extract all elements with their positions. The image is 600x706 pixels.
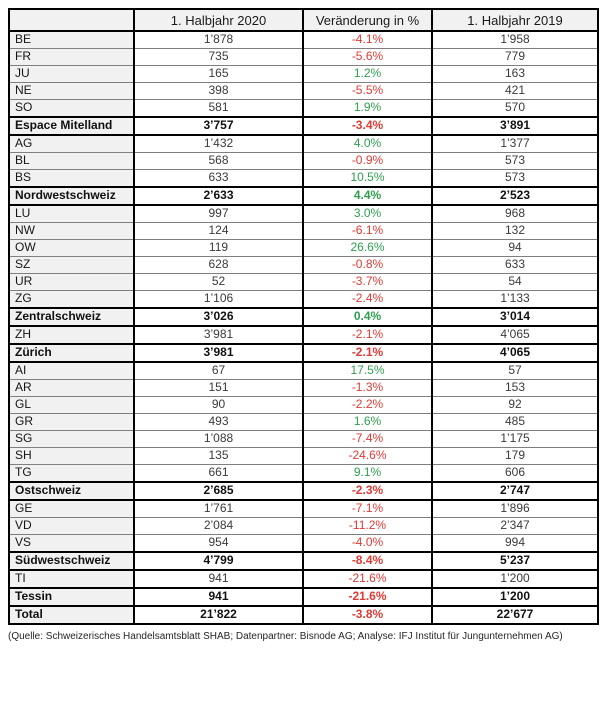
value-2020: 90 (134, 397, 303, 414)
row-label: SG (9, 431, 134, 448)
value-2020: 52 (134, 274, 303, 291)
row-label: Total (9, 606, 134, 624)
summary-row (9, 308, 598, 326)
change-percent: 4.0% (303, 135, 432, 153)
row-label: VD (9, 518, 134, 535)
source-note: (Quelle: Schweizerisches Handelsamtsblatt SHAB; Datenpartner: Bisnode AG; Analyse: IFJ Institut für Jungunternehmen AG) (8, 631, 563, 642)
row-label: GL (9, 397, 134, 414)
row-label: Südwestschweiz (9, 552, 134, 570)
halbjahr-comparison-table (8, 8, 599, 625)
value-2019: 573 (432, 153, 598, 170)
value-2020: 1’432 (134, 135, 303, 153)
change-percent: -0.8% (303, 257, 432, 274)
row-label: SZ (9, 257, 134, 274)
value-2019: 5’237 (432, 552, 598, 570)
row-label: AG (9, 135, 134, 153)
table-row (9, 257, 598, 274)
change-percent: -5.5% (303, 83, 432, 100)
row-label: Nordwestschweiz (9, 187, 134, 205)
value-2020: 1’106 (134, 291, 303, 309)
row-label: SO (9, 100, 134, 118)
value-2019: 179 (432, 448, 598, 465)
summary-row (9, 482, 598, 500)
row-label: JU (9, 66, 134, 83)
value-2020: 997 (134, 205, 303, 223)
row-label: FR (9, 49, 134, 66)
row-label: AI (9, 362, 134, 380)
row-label: BL (9, 153, 134, 170)
value-2019: 573 (432, 170, 598, 188)
table-row (9, 535, 598, 553)
change-percent: -3.7% (303, 274, 432, 291)
value-2020: 3’026 (134, 308, 303, 326)
summary-row (9, 344, 598, 362)
table-row (9, 100, 598, 118)
change-percent: -2.4% (303, 291, 432, 309)
value-2020: 135 (134, 448, 303, 465)
table-row (9, 326, 598, 344)
change-percent: 10.5% (303, 170, 432, 188)
value-2019: 132 (432, 223, 598, 240)
row-label: GE (9, 500, 134, 518)
change-percent: -2.2% (303, 397, 432, 414)
summary-row (9, 552, 598, 570)
value-2019: 2’747 (432, 482, 598, 500)
table-row (9, 49, 598, 66)
value-2020: 3’981 (134, 326, 303, 344)
value-2020: 581 (134, 100, 303, 118)
value-2019: 2’347 (432, 518, 598, 535)
row-label: ZG (9, 291, 134, 309)
change-percent: -2.1% (303, 326, 432, 344)
value-2019: 57 (432, 362, 598, 380)
value-2019: 1’896 (432, 500, 598, 518)
change-percent: -8.4% (303, 552, 432, 570)
row-label: NW (9, 223, 134, 240)
value-2020: 633 (134, 170, 303, 188)
value-2020: 21’822 (134, 606, 303, 624)
row-label: Tessin (9, 588, 134, 606)
table-row (9, 414, 598, 431)
value-2020: 67 (134, 362, 303, 380)
table-row (9, 465, 598, 483)
table-row (9, 362, 598, 380)
value-2019: 22’677 (432, 606, 598, 624)
table-row (9, 83, 598, 100)
value-2019: 485 (432, 414, 598, 431)
value-2020: 568 (134, 153, 303, 170)
table-row (9, 570, 598, 588)
change-percent: -2.3% (303, 482, 432, 500)
table-row (9, 518, 598, 535)
row-label: GR (9, 414, 134, 431)
table-row (9, 135, 598, 153)
table-row (9, 380, 598, 397)
change-percent: -0.9% (303, 153, 432, 170)
row-label: Espace Mitelland (9, 117, 134, 135)
table-row (9, 240, 598, 257)
table-row (9, 431, 598, 448)
header-row (9, 9, 598, 31)
row-label: UR (9, 274, 134, 291)
change-percent: -3.8% (303, 606, 432, 624)
value-2019: 633 (432, 257, 598, 274)
value-2019: 54 (432, 274, 598, 291)
row-label: SH (9, 448, 134, 465)
value-2019: 1’200 (432, 570, 598, 588)
change-percent: -21.6% (303, 570, 432, 588)
table-row (9, 397, 598, 414)
table-row (9, 274, 598, 291)
row-label: BE (9, 31, 134, 49)
value-2019: 1’175 (432, 431, 598, 448)
change-percent: 3.0% (303, 205, 432, 223)
value-2020: 4’799 (134, 552, 303, 570)
table-row (9, 153, 598, 170)
value-2019: 92 (432, 397, 598, 414)
value-2019: 2’523 (432, 187, 598, 205)
row-label: Ostschweiz (9, 482, 134, 500)
change-percent: -2.1% (303, 344, 432, 362)
row-label: VS (9, 535, 134, 553)
change-percent: -4.0% (303, 535, 432, 553)
header-veraenderung-prozent: Veränderung in % (303, 9, 432, 31)
value-2019: 1’377 (432, 135, 598, 153)
row-label: AR (9, 380, 134, 397)
value-2020: 1’878 (134, 31, 303, 49)
row-label: NE (9, 83, 134, 100)
table-row (9, 31, 598, 49)
change-percent: -24.6% (303, 448, 432, 465)
row-label: TI (9, 570, 134, 588)
summary-row (9, 117, 598, 135)
row-label: OW (9, 240, 134, 257)
change-percent: -3.4% (303, 117, 432, 135)
value-2019: 421 (432, 83, 598, 100)
value-2019: 4’065 (432, 344, 598, 362)
table-row (9, 205, 598, 223)
value-2020: 954 (134, 535, 303, 553)
table-row (9, 170, 598, 188)
value-2019: 1’958 (432, 31, 598, 49)
change-percent: 1.6% (303, 414, 432, 431)
value-2020: 119 (134, 240, 303, 257)
change-percent: 1.2% (303, 66, 432, 83)
value-2019: 994 (432, 535, 598, 553)
row-label: Zentralschweiz (9, 308, 134, 326)
change-percent: -6.1% (303, 223, 432, 240)
table-row (9, 66, 598, 83)
value-2019: 4’065 (432, 326, 598, 344)
value-2019: 570 (432, 100, 598, 118)
value-2020: 493 (134, 414, 303, 431)
row-label: ZH (9, 326, 134, 344)
row-label: LU (9, 205, 134, 223)
value-2019: 3’891 (432, 117, 598, 135)
row-label: Zürich (9, 344, 134, 362)
value-2020: 3’981 (134, 344, 303, 362)
change-percent: -7.4% (303, 431, 432, 448)
change-percent: -5.6% (303, 49, 432, 66)
value-2020: 151 (134, 380, 303, 397)
summary-row (9, 606, 598, 624)
table-body (9, 31, 598, 624)
value-2020: 628 (134, 257, 303, 274)
table-row (9, 448, 598, 465)
value-2020: 735 (134, 49, 303, 66)
change-percent: 9.1% (303, 465, 432, 483)
table-row (9, 291, 598, 309)
value-2020: 2’084 (134, 518, 303, 535)
change-percent: 4.4% (303, 187, 432, 205)
value-2019: 968 (432, 205, 598, 223)
value-2019: 3’014 (432, 308, 598, 326)
change-percent: -1.3% (303, 380, 432, 397)
value-2019: 153 (432, 380, 598, 397)
value-2019: 163 (432, 66, 598, 83)
table-row (9, 500, 598, 518)
value-2019: 1’200 (432, 588, 598, 606)
value-2020: 3’757 (134, 117, 303, 135)
change-percent: 17.5% (303, 362, 432, 380)
value-2019: 94 (432, 240, 598, 257)
header-halbjahr-2019: 1. Halbjahr 2019 (432, 9, 598, 31)
summary-row (9, 588, 598, 606)
change-percent: -11.2% (303, 518, 432, 535)
change-percent: -4.1% (303, 31, 432, 49)
row-label: BS (9, 170, 134, 188)
value-2020: 1’761 (134, 500, 303, 518)
value-2019: 1’133 (432, 291, 598, 309)
change-percent: 1.9% (303, 100, 432, 118)
value-2020: 2’685 (134, 482, 303, 500)
value-2020: 1’088 (134, 431, 303, 448)
value-2020: 941 (134, 588, 303, 606)
table-row (9, 223, 598, 240)
value-2020: 941 (134, 570, 303, 588)
change-percent: -7.1% (303, 500, 432, 518)
header-halbjahr-2020: 1. Halbjahr 2020 (134, 9, 303, 31)
change-percent: 26.6% (303, 240, 432, 257)
summary-row (9, 187, 598, 205)
value-2020: 398 (134, 83, 303, 100)
value-2019: 779 (432, 49, 598, 66)
value-2020: 2’633 (134, 187, 303, 205)
value-2019: 606 (432, 465, 598, 483)
change-percent: -21.6% (303, 588, 432, 606)
value-2020: 165 (134, 66, 303, 83)
header-empty-cell (9, 9, 134, 31)
value-2020: 124 (134, 223, 303, 240)
change-percent: 0.4% (303, 308, 432, 326)
row-label: TG (9, 465, 134, 483)
value-2020: 661 (134, 465, 303, 483)
